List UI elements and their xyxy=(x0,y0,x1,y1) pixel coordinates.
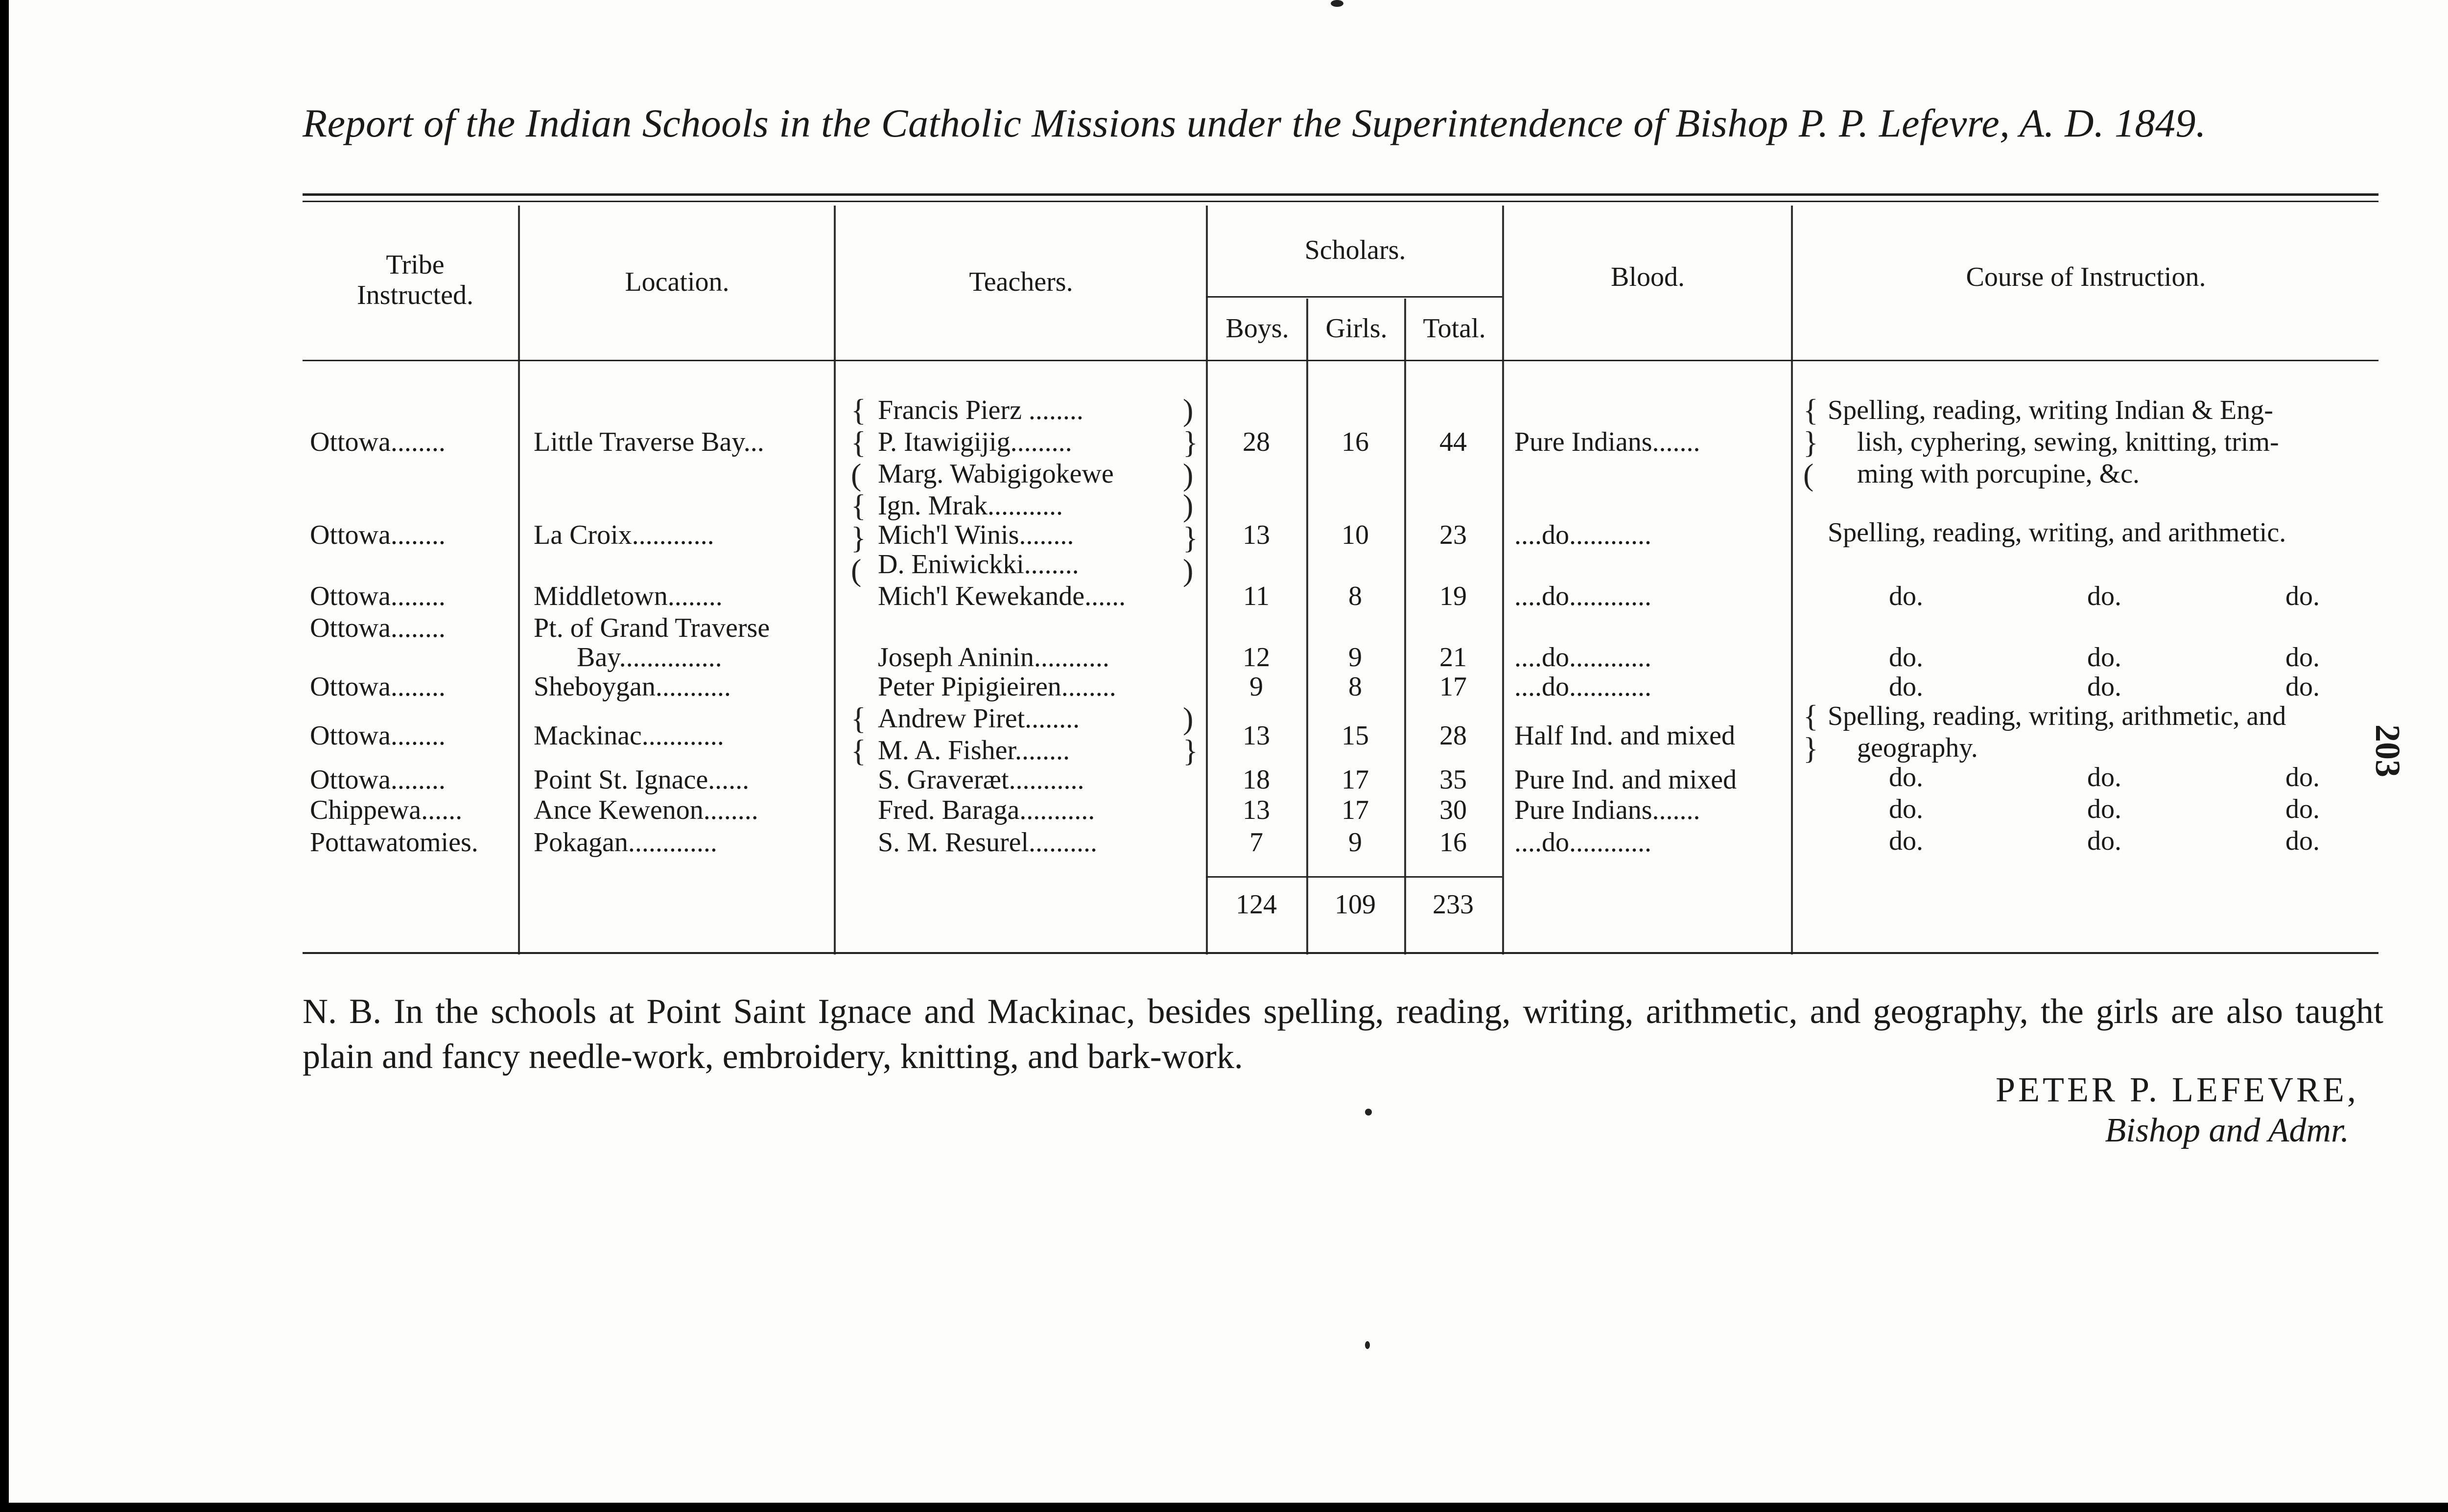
brace-left: { { ( xyxy=(851,393,866,492)
row-location: Point St. Ignace...... xyxy=(534,765,750,795)
row-course: do. xyxy=(2285,581,2320,611)
row-girls: 9 xyxy=(1348,642,1362,673)
row-tribe: Ottowa........ xyxy=(310,672,446,702)
row-blood: ....do............ xyxy=(1514,581,1651,611)
header-scholars: Scholars. xyxy=(1304,235,1406,265)
brace-right: ) } ) xyxy=(1183,488,1198,587)
row-total: 23 xyxy=(1439,520,1467,550)
ink-speck xyxy=(1365,1341,1370,1349)
row-boys: 9 xyxy=(1249,672,1263,702)
row-total: 35 xyxy=(1439,765,1467,795)
row-tribe: Ottowa........ xyxy=(310,427,446,457)
header-boys: Boys. xyxy=(1225,313,1289,344)
row-teacher: M. A. Fisher........ xyxy=(878,735,1070,766)
row-location: Bay............... xyxy=(577,642,722,673)
row-blood: ....do............ xyxy=(1514,520,1651,550)
col-divider xyxy=(1502,206,1504,954)
row-location: Middletown........ xyxy=(534,581,723,611)
row-course: do. xyxy=(2087,794,2121,824)
row-course: do. xyxy=(1889,826,1923,856)
row-location: Little Traverse Bay... xyxy=(534,427,764,457)
ink-speck xyxy=(1331,0,1343,7)
header-total: Total. xyxy=(1423,313,1486,344)
row-course: Spelling, reading, writing, arithmetic, and xyxy=(1828,701,2286,731)
row-course: do. xyxy=(2087,672,2121,702)
row-boys: 12 xyxy=(1243,642,1270,673)
row-tribe: Ottowa........ xyxy=(310,765,446,795)
row-teacher: Mich'l Winis........ xyxy=(878,520,1074,550)
row-location: Sheboygan........... xyxy=(534,672,731,702)
row-tribe: Chippewa...... xyxy=(310,795,463,825)
row-teacher: S. Graveræt........... xyxy=(878,765,1084,795)
document-page xyxy=(9,0,2448,1503)
row-tribe: Ottowa........ xyxy=(310,613,446,643)
row-total: 21 xyxy=(1439,642,1467,673)
top-rule-thin xyxy=(303,201,2378,202)
row-girls: 8 xyxy=(1348,672,1362,702)
row-blood: ....do............ xyxy=(1514,827,1651,858)
row-teacher: Marg. Wabigigokewe xyxy=(878,459,1114,489)
row-teacher: Peter Pipigieiren........ xyxy=(878,672,1116,702)
row-total: 17 xyxy=(1439,672,1467,702)
row-boys: 13 xyxy=(1243,721,1270,751)
row-teacher: S. M. Resurel.......... xyxy=(878,827,1097,858)
row-location: La Croix............ xyxy=(534,520,714,550)
row-course: Spelling, reading, writing, and arithmetic. xyxy=(1828,517,2286,548)
col-divider xyxy=(1306,299,1308,954)
page-number: 203 xyxy=(2368,724,2407,777)
col-divider xyxy=(1206,206,1208,954)
header-teachers: Teachers. xyxy=(969,267,1073,297)
row-blood: ....do............ xyxy=(1514,672,1651,702)
row-tribe: Pottawatomies. xyxy=(310,827,478,858)
row-total: 28 xyxy=(1439,721,1467,751)
header-girls: Girls. xyxy=(1325,313,1388,344)
row-tribe: Ottowa........ xyxy=(310,721,446,751)
row-blood: Pure Ind. and mixed xyxy=(1514,765,1737,795)
row-teacher: Fred. Baraga........... xyxy=(878,795,1095,825)
row-girls: 17 xyxy=(1342,795,1369,825)
row-course: geography. xyxy=(1857,733,1978,763)
row-course: do. xyxy=(1889,762,1923,792)
row-course: do. xyxy=(1889,794,1923,824)
header-course: Course of Instruction. xyxy=(1966,262,2206,292)
row-boys: 11 xyxy=(1243,581,1270,611)
row-course: Spelling, reading, writing Indian & Eng- xyxy=(1828,395,2273,425)
signature-title: Bishop and Admr. xyxy=(2105,1112,2349,1149)
signature-name: PETER P. LEFEVRE, xyxy=(1995,1070,2359,1109)
row-course: do. xyxy=(2087,581,2121,611)
row-blood: Half Ind. and mixed xyxy=(1514,721,1735,751)
row-course: do. xyxy=(1889,672,1923,702)
row-course: do. xyxy=(2087,762,2121,792)
row-course: do. xyxy=(2285,794,2320,824)
total-girls: 109 xyxy=(1335,889,1376,920)
row-location: Pt. of Grand Traverse xyxy=(534,613,770,643)
row-girls: 17 xyxy=(1342,765,1369,795)
row-boys: 13 xyxy=(1243,520,1270,550)
row-blood: ....do............ xyxy=(1514,642,1651,673)
brace-left: { } ( xyxy=(1803,393,1818,492)
row-course: ming with porcupine, &c. xyxy=(1857,459,2140,489)
brace-right: ) } ) xyxy=(1183,393,1198,492)
row-tribe: Ottowa........ xyxy=(310,581,446,611)
row-girls: 8 xyxy=(1348,581,1362,611)
brace-left: { } ( xyxy=(851,488,866,587)
row-total: 30 xyxy=(1439,795,1467,825)
row-girls: 9 xyxy=(1348,827,1362,858)
header-tribe: Tribe Instructed. xyxy=(357,250,473,310)
row-location: Pokagan............. xyxy=(534,827,717,858)
footnote: N. B. In the schools at Point Saint Ignace and Mackinac, besides spelling, reading, writing, arithmetic, and geography, the girls are also taught plain and fancy needle-work, embroidery, knitting, and bark-work. xyxy=(303,992,2383,1076)
row-total: 16 xyxy=(1439,827,1467,858)
col-divider xyxy=(518,206,520,954)
col-divider xyxy=(834,206,836,954)
row-teacher: Mich'l Kewekande...... xyxy=(878,581,1126,611)
row-course: do. xyxy=(2285,642,2320,673)
row-girls: 16 xyxy=(1342,427,1369,457)
header-location: Location. xyxy=(625,267,730,297)
row-teacher: Andrew Piret........ xyxy=(878,703,1080,734)
row-boys: 28 xyxy=(1243,427,1270,457)
brace-left: { { xyxy=(851,701,866,768)
row-course: do. xyxy=(2087,642,2121,673)
row-location: Mackinac............ xyxy=(534,721,724,751)
row-boys: 13 xyxy=(1243,795,1270,825)
row-course: do. xyxy=(1889,581,1923,611)
row-course: do. xyxy=(2285,672,2320,702)
row-tribe: Ottowa........ xyxy=(310,520,446,550)
total-total: 233 xyxy=(1433,889,1474,920)
ink-speck xyxy=(1365,1109,1372,1116)
row-total: 19 xyxy=(1439,581,1467,611)
row-teacher: P. Itawigijig......... xyxy=(878,427,1072,457)
row-course: do. xyxy=(2285,826,2320,856)
row-total: 44 xyxy=(1439,427,1467,457)
row-teacher: D. Eniwickki........ xyxy=(878,549,1079,580)
col-divider xyxy=(1404,299,1406,954)
bottom-rule xyxy=(303,952,2378,954)
row-course: do. xyxy=(2285,762,2320,792)
header-rule xyxy=(303,360,2378,361)
totals-rule xyxy=(1206,876,1502,878)
row-blood: Pure Indians....... xyxy=(1514,427,1700,457)
scholars-subrule xyxy=(1206,296,1502,298)
row-blood: Pure Indians....... xyxy=(1514,795,1700,825)
total-boys: 124 xyxy=(1236,889,1277,920)
row-teacher: Francis Pierz ........ xyxy=(878,395,1083,425)
row-boys: 7 xyxy=(1249,827,1263,858)
row-teacher: Joseph Aninin........... xyxy=(878,642,1109,673)
row-course: lish, cyphering, sewing, knitting, trim- xyxy=(1857,427,2279,457)
header-blood: Blood. xyxy=(1611,262,1685,292)
brace-left: { } xyxy=(1803,698,1818,766)
report-title: Report of the Indian Schools in the Catholic Missions under the Superintendence of Bishop P. P. Lefevre, A. D. 1849. xyxy=(303,101,2207,145)
row-teacher: Ign. Mrak........... xyxy=(878,490,1063,521)
brace-right: ) } xyxy=(1183,701,1198,768)
row-girls: 10 xyxy=(1342,520,1369,550)
top-rule xyxy=(303,193,2378,196)
row-course: do. xyxy=(2087,826,2121,856)
row-girls: 15 xyxy=(1342,721,1369,751)
row-course: do. xyxy=(1889,642,1923,673)
col-divider xyxy=(1791,206,1793,954)
row-location: Ance Kewenon........ xyxy=(534,795,758,825)
row-boys: 18 xyxy=(1243,765,1270,795)
